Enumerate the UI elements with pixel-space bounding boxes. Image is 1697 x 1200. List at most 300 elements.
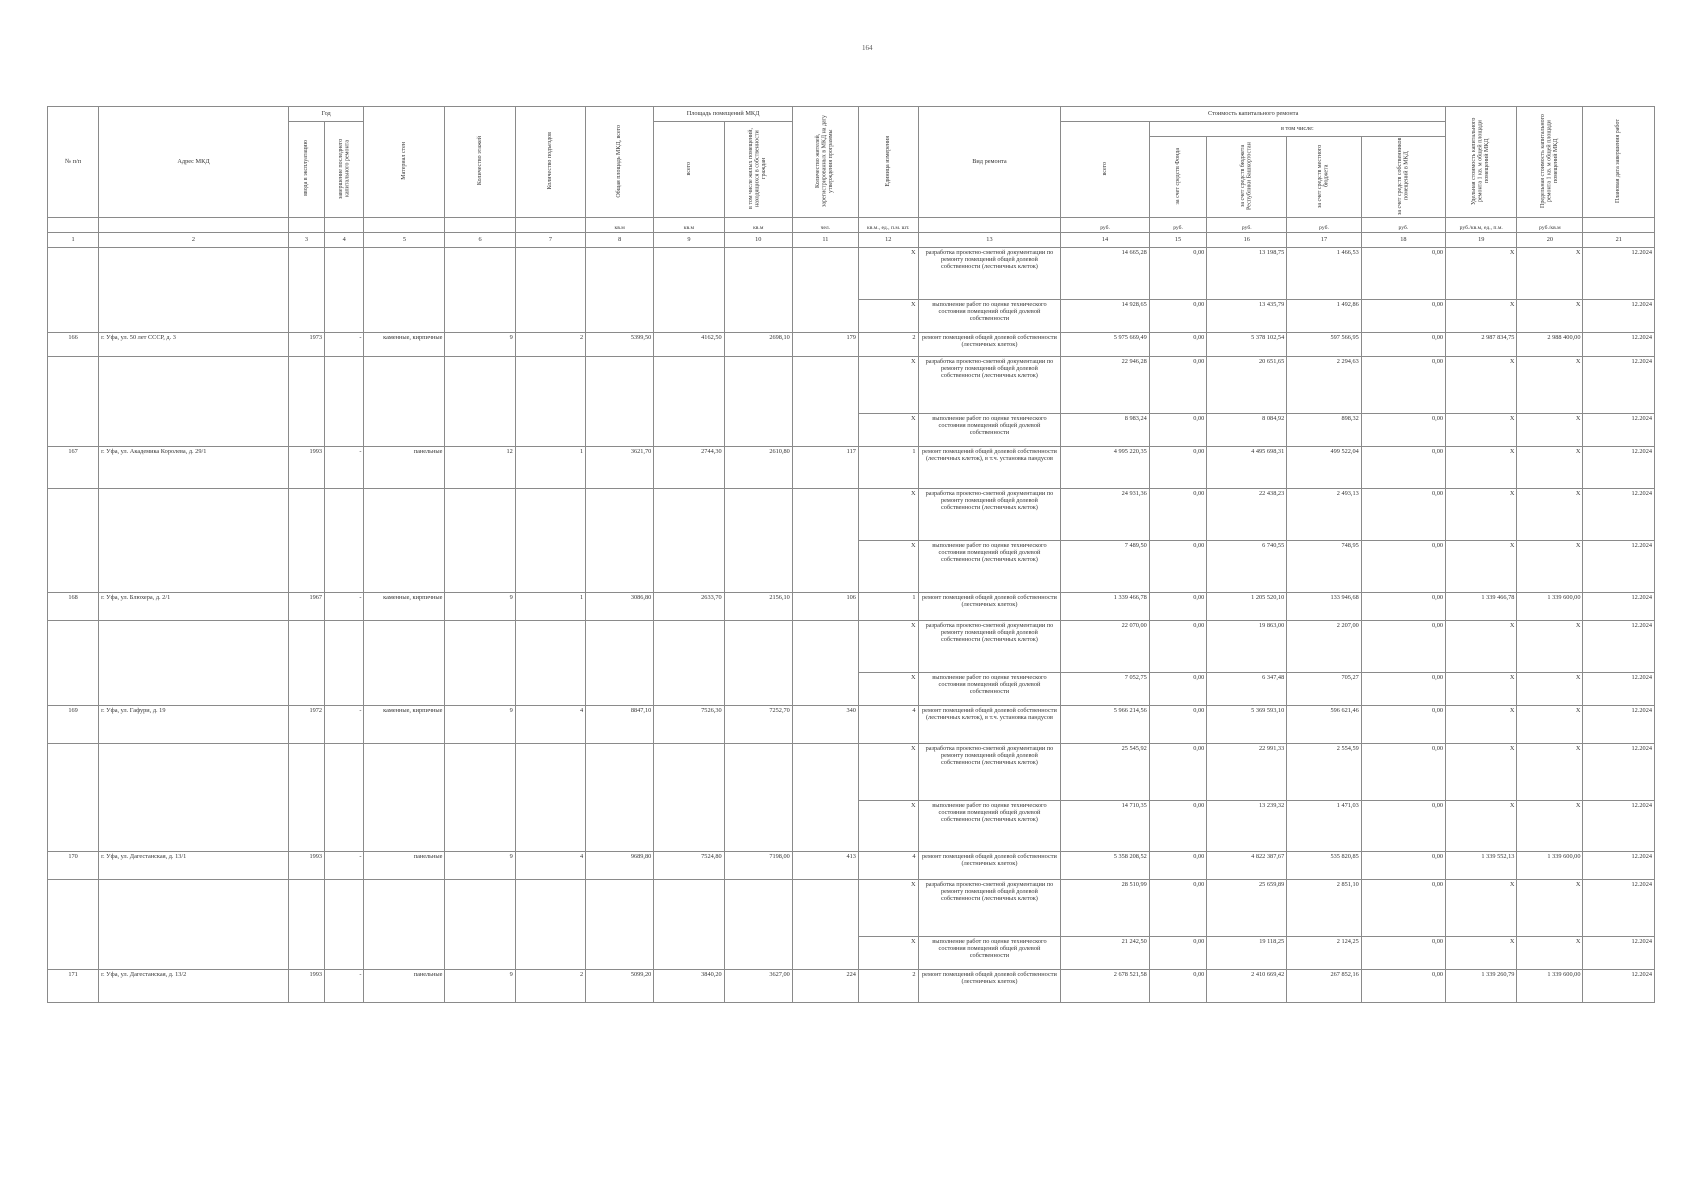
cell-last [325,621,364,673]
table-row [48,852,1655,880]
cell-own: 0,00 [1361,357,1445,414]
cell-people: 413 [792,852,858,880]
cell-work: выполнение работ по оценке технического состояния помещений общей долевой собственности [918,937,1061,970]
cell-spec: X [1446,621,1517,673]
cell-own: 0,00 [1361,937,1445,970]
cell-num [48,801,99,852]
cell-own: 0,00 [1361,414,1445,447]
column-number: 16 [1207,233,1287,248]
col-7-header: Количество подъездов [547,132,554,190]
col-14-header: всего [1101,161,1108,176]
cell-sum: 14 665,28 [1061,248,1149,300]
col-3-header: ввода в эксплуатацию [303,140,310,197]
cell-local: 535 820,85 [1287,852,1362,880]
column-number: 2 [99,233,289,248]
cell-work: ремонт помещений общей долевой собственности (лестничных клеток) [918,852,1061,880]
cell-living: 3627,00 [724,970,792,1003]
cell-year [288,880,324,937]
cell-fund: 0,00 [1149,706,1207,744]
cell-people: 179 [792,333,858,357]
cell-entr: 4 [515,852,585,880]
cell-fund: 0,00 [1149,852,1207,880]
cell-fund: 0,00 [1149,248,1207,300]
column-number: 18 [1361,233,1445,248]
cell-living [724,489,792,541]
cell-people [792,673,858,706]
column-numbers-row [48,233,1655,248]
cell-rb: 13 239,32 [1207,801,1287,852]
cell-own: 0,00 [1361,541,1445,593]
cell-fund: 0,00 [1149,937,1207,970]
cell-area [654,248,724,300]
cell-date: 12.2024 [1583,852,1655,880]
cell-area [654,621,724,673]
cell-date: 12.2024 [1583,300,1655,333]
cell-year: 1993 [288,447,324,489]
cell-spec: X [1446,937,1517,970]
cell-own: 0,00 [1361,852,1445,880]
cell-own: 0,00 [1361,447,1445,489]
table-row [48,489,1655,541]
cell-people: 117 [792,447,858,489]
cell-local: 2 851,10 [1287,880,1362,937]
cell-addr [99,300,289,333]
cell-wall [364,248,445,300]
cell-living: 2156,10 [724,593,792,621]
cell-qty: X [858,880,918,937]
cell-own: 0,00 [1361,248,1445,300]
cell-entr: 1 [515,593,585,621]
unit-19: руб./кв.м, ед., п.м. [1446,218,1517,233]
cell-rb: 1 205 520,10 [1207,593,1287,621]
cell-work: выполнение работ по оценке технического состояния помещений общей долевой собственности [918,300,1061,333]
cell-floors [445,673,515,706]
table-row [48,447,1655,489]
cell-rb: 20 651,65 [1207,357,1287,414]
cell-qty: 2 [858,333,918,357]
cell-own: 0,00 [1361,673,1445,706]
cell-year [288,801,324,852]
col-2-header: Адрес МКД [99,107,289,218]
cell-num [48,357,99,414]
cell-last: - [325,852,364,880]
cell-fund: 0,00 [1149,414,1207,447]
cell-work: разработка проектно-сметной документации по ремонту помещений общей долевой собственности (лестничных клеток) [918,880,1061,937]
cell-limit: X [1517,706,1583,744]
cell-own: 0,00 [1361,706,1445,744]
cell-living [724,541,792,593]
cell-last: - [325,706,364,744]
cell-qty: 1 [858,447,918,489]
cell-total [586,489,654,541]
cell-addr: г. Уфа, ул. Дагестанская, д. 13/1 [99,852,289,880]
cell-local: 1 492,86 [1287,300,1362,333]
cell-sum: 2 678 521,58 [1061,970,1149,1003]
cell-floors [445,937,515,970]
unit-11: чел. [792,218,858,233]
cell-entr [515,489,585,541]
cell-year [288,357,324,414]
cell-entr [515,801,585,852]
cell-limit: X [1517,744,1583,801]
cell-local: 1 466,53 [1287,248,1362,300]
cell-floors [445,357,515,414]
cell-qty: X [858,248,918,300]
cell-wall [364,937,445,970]
cell-wall [364,801,445,852]
cell-local: 2 207,00 [1287,621,1362,673]
cell-rb: 25 659,89 [1207,880,1287,937]
cell-limit: X [1517,801,1583,852]
cell-floors: 9 [445,706,515,744]
cell-living: 2698,10 [724,333,792,357]
cell-area [654,880,724,937]
cell-year [288,248,324,300]
col-20-header: Предельная стоимость капитального ремонта 1 кв. м общей площади помещений МКД [1540,113,1560,208]
col-4-header: завершение последнего капитального ремонта [337,138,351,199]
cell-work: разработка проектно-сметной документации по ремонту помещений общей долевой собственности (лестничных клеток) [918,357,1061,414]
cell-fund: 0,00 [1149,880,1207,937]
cell-area: 2744,30 [654,447,724,489]
column-number: 3 [288,233,324,248]
cell-area: 3840,20 [654,970,724,1003]
cell-limit: X [1517,880,1583,937]
cell-area [654,801,724,852]
cell-fund: 0,00 [1149,801,1207,852]
cell-entr [515,414,585,447]
table-row [48,880,1655,937]
table-row [48,621,1655,673]
cell-sum: 7 052,75 [1061,673,1149,706]
cell-last [325,801,364,852]
cell-last [325,744,364,801]
cell-year [288,744,324,801]
cell-total [586,357,654,414]
cell-entr: 1 [515,447,585,489]
table-row [48,937,1655,970]
cell-date: 12.2024 [1583,414,1655,447]
cell-rb: 2 410 669,42 [1207,970,1287,1003]
cell-addr [99,937,289,970]
cell-work: разработка проектно-сметной документации по ремонту помещений общей долевой собственности (лестничных клеток) [918,248,1061,300]
cell-rb: 6 347,48 [1207,673,1287,706]
cell-area: 4162,50 [654,333,724,357]
cell-addr: г. Уфа, ул. 50 лет СССР, д. 3 [99,333,289,357]
col-10-header: в том числе жилых помещений, находящихся в собственности граждан [748,127,768,209]
table-row [48,673,1655,706]
cell-rb: 19 118,25 [1207,937,1287,970]
cell-local: 1 471,03 [1287,801,1362,852]
cell-area [654,414,724,447]
cell-spec: X [1446,706,1517,744]
column-number: 13 [918,233,1061,248]
cell-fund: 0,00 [1149,621,1207,673]
cell-area: 7526,30 [654,706,724,744]
cell-floors: 9 [445,970,515,1003]
cell-rb: 6 740,55 [1207,541,1287,593]
cell-addr: г. Уфа, ул. Блюхера, д. 2/1 [99,593,289,621]
cell-local: 705,27 [1287,673,1362,706]
cell-total [586,744,654,801]
cell-date: 12.2024 [1583,541,1655,593]
cell-num [48,489,99,541]
cell-qty: 2 [858,970,918,1003]
cell-limit: X [1517,447,1583,489]
cell-addr [99,541,289,593]
cell-own: 0,00 [1361,593,1445,621]
cell-qty: X [858,357,918,414]
cell-date: 12.2024 [1583,248,1655,300]
cell-sum: 5 358 208,52 [1061,852,1149,880]
cell-last [325,541,364,593]
cell-limit: X [1517,673,1583,706]
cell-entr: 4 [515,706,585,744]
cell-own: 0,00 [1361,333,1445,357]
cell-wall [364,541,445,593]
cell-qty: X [858,744,918,801]
unit-14: руб. [1061,218,1149,233]
cell-total [586,621,654,673]
cell-local: 596 621,46 [1287,706,1362,744]
cell-wall [364,744,445,801]
col-21-header: Плановая дата завершения работ [1615,118,1622,203]
cell-num: 169 [48,706,99,744]
cell-qty: X [858,541,918,593]
cell-num: 170 [48,852,99,880]
cell-date: 12.2024 [1583,744,1655,801]
cell-rb: 5 369 593,10 [1207,706,1287,744]
column-number: 20 [1517,233,1583,248]
cell-qty: X [858,937,918,970]
cell-people: 340 [792,706,858,744]
unit-12: кв.м., ед., п.м. шт. [858,218,918,233]
cell-work: разработка проектно-сметной документации по ремонту помещений общей долевой собственности (лестничных клеток) [918,744,1061,801]
table-body [48,248,1655,1003]
unit-17: руб. [1287,218,1362,233]
table-row [48,300,1655,333]
cell-spec: 1 339 466,78 [1446,593,1517,621]
cell-last [325,673,364,706]
cell-limit: X [1517,937,1583,970]
cell-wall: каменные, кирпичные [364,333,445,357]
cost-sub-header: в том числе: [1149,122,1445,137]
cell-date: 12.2024 [1583,447,1655,489]
cell-spec: 2 987 834,75 [1446,333,1517,357]
table-row [48,333,1655,357]
cell-limit: 1 339 600,00 [1517,970,1583,1003]
cell-wall: панельные [364,852,445,880]
cell-local: 2 124,25 [1287,937,1362,970]
cell-limit: X [1517,489,1583,541]
cell-area [654,300,724,333]
cell-limit: X [1517,357,1583,414]
cell-local: 499 522,04 [1287,447,1362,489]
cell-living: 7252,70 [724,706,792,744]
cell-work: ремонт помещений общей долевой собственности (лестничных клеток), в т.ч. установка пандусов [918,447,1061,489]
cell-total: 3086,80 [586,593,654,621]
cell-year [288,414,324,447]
cell-work: выполнение работ по оценке технического состояния помещений общей долевой собственности (лестничных клеток) [918,541,1061,593]
cell-own: 0,00 [1361,300,1445,333]
cell-sum: 22 946,28 [1061,357,1149,414]
cell-spec: X [1446,673,1517,706]
column-number: 9 [654,233,724,248]
cell-addr [99,801,289,852]
cell-floors [445,248,515,300]
col-16-header: за счет средств бюджета Республики Башкортостан [1240,142,1253,210]
column-number: 6 [445,233,515,248]
cell-num: 167 [48,447,99,489]
cell-qty: X [858,414,918,447]
cell-year: 1993 [288,852,324,880]
cell-own: 0,00 [1361,489,1445,541]
column-number: 8 [586,233,654,248]
cell-spec: X [1446,357,1517,414]
column-number: 15 [1149,233,1207,248]
cell-area: 2633,70 [654,593,724,621]
cell-people [792,300,858,333]
cell-year: 1993 [288,970,324,1003]
cell-qty: X [858,801,918,852]
cell-rb: 22 991,33 [1207,744,1287,801]
col-17-header: за счет средств местного бюджета [1317,144,1330,208]
cell-own: 0,00 [1361,970,1445,1003]
cell-num [48,300,99,333]
cell-area [654,937,724,970]
cell-living [724,300,792,333]
unit-16: руб. [1207,218,1287,233]
cell-sum: 25 545,92 [1061,744,1149,801]
cell-last [325,414,364,447]
cell-spec: X [1446,300,1517,333]
cell-people [792,880,858,937]
cell-floors [445,801,515,852]
cell-rb: 4 822 387,67 [1207,852,1287,880]
column-number: 21 [1583,233,1655,248]
cell-work: разработка проектно-сметной документации по ремонту помещений общей долевой собственности (лестничных клеток) [918,621,1061,673]
cell-people [792,357,858,414]
cell-total: 3621,70 [586,447,654,489]
cell-last: - [325,333,364,357]
table-row [48,248,1655,300]
cell-num [48,937,99,970]
cell-addr: г. Уфа, ул. Гафури, д. 19 [99,706,289,744]
cell-local: 267 852,16 [1287,970,1362,1003]
cell-date: 12.2024 [1583,357,1655,414]
column-number: 10 [724,233,792,248]
cell-total: 5099,20 [586,970,654,1003]
cell-local: 2 554,59 [1287,744,1362,801]
cell-area [654,357,724,414]
cell-addr [99,414,289,447]
col-13-header: Вид ремонта [918,107,1061,218]
cell-qty: 4 [858,706,918,744]
cell-addr: г. Уфа, ул. Академика Королева, д. 29/1 [99,447,289,489]
cell-local: 898,32 [1287,414,1362,447]
cell-spec: X [1446,489,1517,541]
cell-addr: г. Уфа, ул. Дагестанская, д. 13/2 [99,970,289,1003]
cell-last [325,248,364,300]
cell-limit: 1 339 600,00 [1517,852,1583,880]
col-11-header: Количество жителей, зарегистрированных в МКД на дату утверждения программы [815,114,835,207]
cell-living [724,414,792,447]
col-1-header: № п/п [48,107,99,218]
cell-entr [515,357,585,414]
cell-area [654,744,724,801]
cell-fund: 0,00 [1149,673,1207,706]
cell-rb: 22 438,23 [1207,489,1287,541]
cell-year [288,673,324,706]
cell-last [325,489,364,541]
cell-rb: 5 378 102,54 [1207,333,1287,357]
cell-spec: X [1446,248,1517,300]
cell-total [586,673,654,706]
col-9-header: всего [685,161,692,176]
cell-wall [364,673,445,706]
cell-date: 12.2024 [1583,801,1655,852]
cell-fund: 0,00 [1149,447,1207,489]
unit-15: руб. [1149,218,1207,233]
capital-repair-table [47,106,1655,1003]
column-number: 19 [1446,233,1517,248]
column-number: 4 [325,233,364,248]
cell-spec: X [1446,801,1517,852]
cell-num [48,414,99,447]
cell-date: 12.2024 [1583,880,1655,937]
cell-local: 2 294,63 [1287,357,1362,414]
column-number: 11 [792,233,858,248]
table-row [48,706,1655,744]
cell-last [325,357,364,414]
cell-qty: X [858,621,918,673]
unit-9: кв.м [654,218,724,233]
cell-date: 12.2024 [1583,333,1655,357]
cell-entr [515,673,585,706]
cell-year [288,937,324,970]
cell-sum: 4 995 220,35 [1061,447,1149,489]
cell-entr [515,248,585,300]
cell-people: 106 [792,593,858,621]
cell-total [586,880,654,937]
cell-local: 748,95 [1287,541,1362,593]
cell-people [792,414,858,447]
cell-qty: X [858,300,918,333]
column-number: 14 [1061,233,1149,248]
cell-date: 12.2024 [1583,621,1655,673]
cell-num [48,673,99,706]
cell-entr: 2 [515,970,585,1003]
cell-floors [445,621,515,673]
cell-last: - [325,970,364,1003]
cell-qty: X [858,673,918,706]
cell-total [586,801,654,852]
cell-fund: 0,00 [1149,489,1207,541]
unit-8: кв.м [586,218,654,233]
table-row [48,593,1655,621]
cell-fund: 0,00 [1149,357,1207,414]
cell-work: разработка проектно-сметной документации по ремонту помещений общей долевой собственности (лестничных клеток) [918,489,1061,541]
cell-sum: 28 510,99 [1061,880,1149,937]
cell-people [792,621,858,673]
cell-people [792,801,858,852]
cell-last: - [325,447,364,489]
cell-addr [99,673,289,706]
cell-living [724,937,792,970]
cell-sum: 1 339 466,78 [1061,593,1149,621]
cell-sum: 24 931,36 [1061,489,1149,541]
cell-wall [364,489,445,541]
year-group-header: Год [288,107,364,122]
